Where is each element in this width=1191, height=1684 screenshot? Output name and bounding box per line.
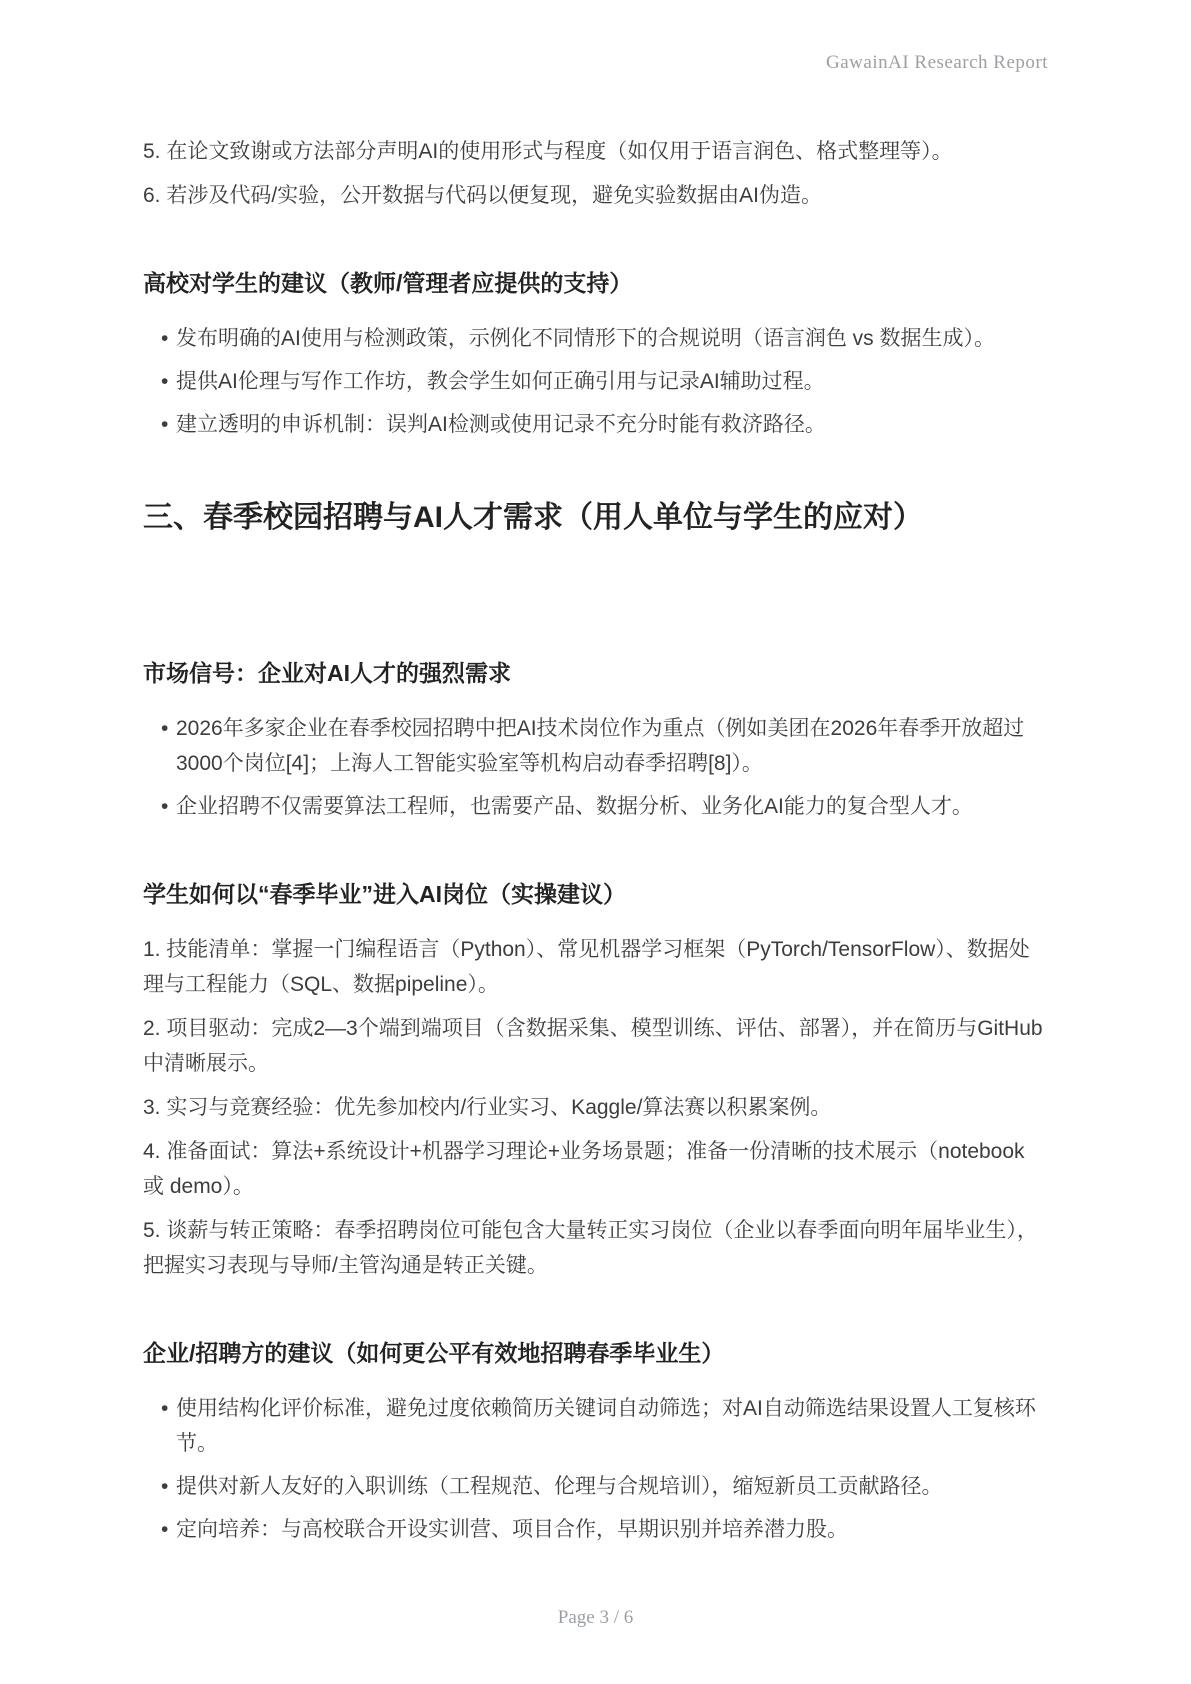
bullet-item: • 使用结构化评价标准，避免过度依赖简历关键词自动筛选；对AI自动筛选结果设置人工复核环节。 <box>161 1391 1048 1461</box>
bullet-list-university <box>143 321 1048 442</box>
section-heading-market: 市场信号：企业对AI人才的强烈需求 <box>143 660 511 686</box>
numbered-item-5: 5. 在论文致谢或方法部分声明AI的使用形式与程度（如仅用于语言润色、格式整理等）。 <box>143 140 953 163</box>
bullet-item: • 2026年多家企业在春季校园招聘中把AI技术岗位作为重点（例如美团在2026年春季开放超过3000个岗位[4]；上海人工智能实验室等机构启动春季招聘[8]）。 <box>161 711 1048 781</box>
section-heading-students: 学生如何以“春季毕业”进入AI岗位（实操建议） <box>143 881 626 907</box>
chapter-heading: 三、春季校园招聘与AI人才需求（用人单位与学生的应对） <box>143 501 923 534</box>
bullet-item: • 提供对新人友好的入职训练（工程规范、伦理与合规培训），缩短新员工贡献路径。 <box>161 1469 1048 1504</box>
bullet-list-market <box>143 711 1048 824</box>
bullet-item: • 建立透明的申诉机制：误判AI检测或使用记录不充分时能有救济路径。 <box>161 407 1048 442</box>
numbered-advice-4: 4. 准备面试：算法+系统设计+机器学习理论+业务场景题；准备一份清晰的技术展示（notebook 或 demo）。 <box>143 1140 1025 1198</box>
numbered-advice-2: 2. 项目驱动：完成2—3个端到端项目（含数据采集、模型训练、评估、部署），并在简历与GitHub中清晰展示。 <box>143 1017 1043 1075</box>
page-number: Page 3 / 6 <box>557 1607 634 1628</box>
bullet-list-employers <box>143 1391 1048 1547</box>
section-heading-employers: 企业/招聘方的建议（如何更公平有效地招聘春季毕业生） <box>143 1340 725 1366</box>
numbered-item-6: 6. 若涉及代码/实验，公开数据与代码以便复现，避免实验数据由AI伪造。 <box>143 184 823 207</box>
bullet-item: • 企业招聘不仅需要算法工程师，也需要产品、数据分析、业务化AI能力的复合型人才。 <box>161 789 1048 824</box>
bullet-item: • 提供AI伦理与写作工作坊，教会学生如何正确引用与记录AI辅助过程。 <box>161 364 1048 399</box>
document-content <box>143 134 1048 1547</box>
bullet-item: • 定向培养：与高校联合开设实训营、项目合作，早期识别并培养潜力股。 <box>161 1512 1048 1547</box>
report-title: GawainAI Research Report <box>826 52 1048 73</box>
numbered-advice-3: 3. 实习与竞赛经验：优先参加校内/行业实习、Kaggle/算法赛以积累案例。 <box>143 1096 832 1119</box>
page-header <box>143 52 1048 78</box>
numbered-advice-5: 5. 谈薪与转正策略：春季招聘岗位可能包含大量转正实习岗位（企业以春季面向明年届毕业生），把握实习表现与导师/主管沟通是转正关键。 <box>143 1219 1038 1277</box>
bullet-item: • 发布明确的AI使用与检测政策，示例化不同情形下的合规说明（语言润色 vs 数据生成）。 <box>161 321 1048 356</box>
numbered-advice-1: 1. 技能清单：掌握一门编程语言（Python）、常见机器学习框架（PyTorch/TensorFlow）、数据处理与工程能力（SQL、数据pipeline）。 <box>143 938 1030 996</box>
page-footer <box>0 1607 1191 1629</box>
section-heading-university: 高校对学生的建议（教师/管理者应提供的支持） <box>143 270 633 296</box>
